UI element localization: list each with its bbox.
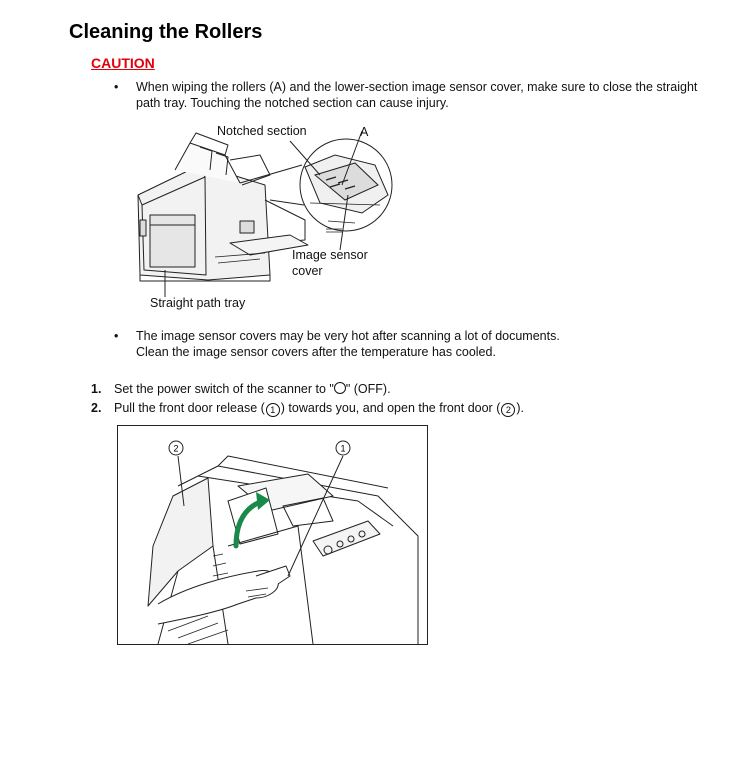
caution-bullet-2: [114, 328, 736, 360]
label-a: A: [360, 125, 369, 139]
step-2: [91, 400, 524, 417]
step-2-text-b: ) towards you, and open the front door (: [280, 401, 501, 415]
caution-bullet-2-line2: Clean the image sensor covers after the temperature has cooled.: [136, 345, 496, 359]
step-1-text-b: " (OFF).: [345, 382, 391, 396]
bullet-dot: •: [114, 329, 119, 343]
step-1: [91, 381, 391, 397]
power-off-icon: [334, 382, 346, 394]
step-2-text-a: Pull the front door release (: [114, 401, 265, 415]
label-notched-section: Notched section: [217, 124, 307, 138]
label-image-sensor-2: cover: [292, 264, 323, 278]
caution-bullet-2-line1: The image sensor covers may be very hot after scanning a lot of documents.: [136, 329, 560, 343]
scanner-figure-1: [130, 125, 400, 295]
step-1-number: 1.: [91, 382, 102, 396]
caution-bullet-1-line2: path tray. Touching the notched section can cause injury.: [136, 96, 449, 110]
label-straight-path-tray: Straight path tray: [150, 296, 246, 310]
step-1-text-a: Set the power switch of the scanner to ": [114, 382, 334, 396]
scanner-figure-2: [118, 426, 427, 644]
caution-bullet-1: [114, 79, 736, 111]
caution-heading: CAUTION: [91, 55, 155, 71]
step-2-number: 2.: [91, 401, 102, 415]
bullet-dot: •: [114, 80, 119, 94]
page-title: Cleaning the Rollers: [69, 21, 263, 43]
figure-callout-2: 2: [173, 443, 179, 454]
caution-bullet-1-line1: When wiping the rollers (A) and the lower-section image sensor cover, make sure to close the straight: [136, 80, 698, 94]
step-2-text-c: ).: [516, 401, 524, 415]
figure-callout-1: 1: [340, 443, 346, 454]
label-image-sensor-1: Image sensor: [292, 248, 368, 262]
callout-2-icon: 2: [501, 403, 515, 417]
callout-1-icon: 1: [266, 403, 280, 417]
